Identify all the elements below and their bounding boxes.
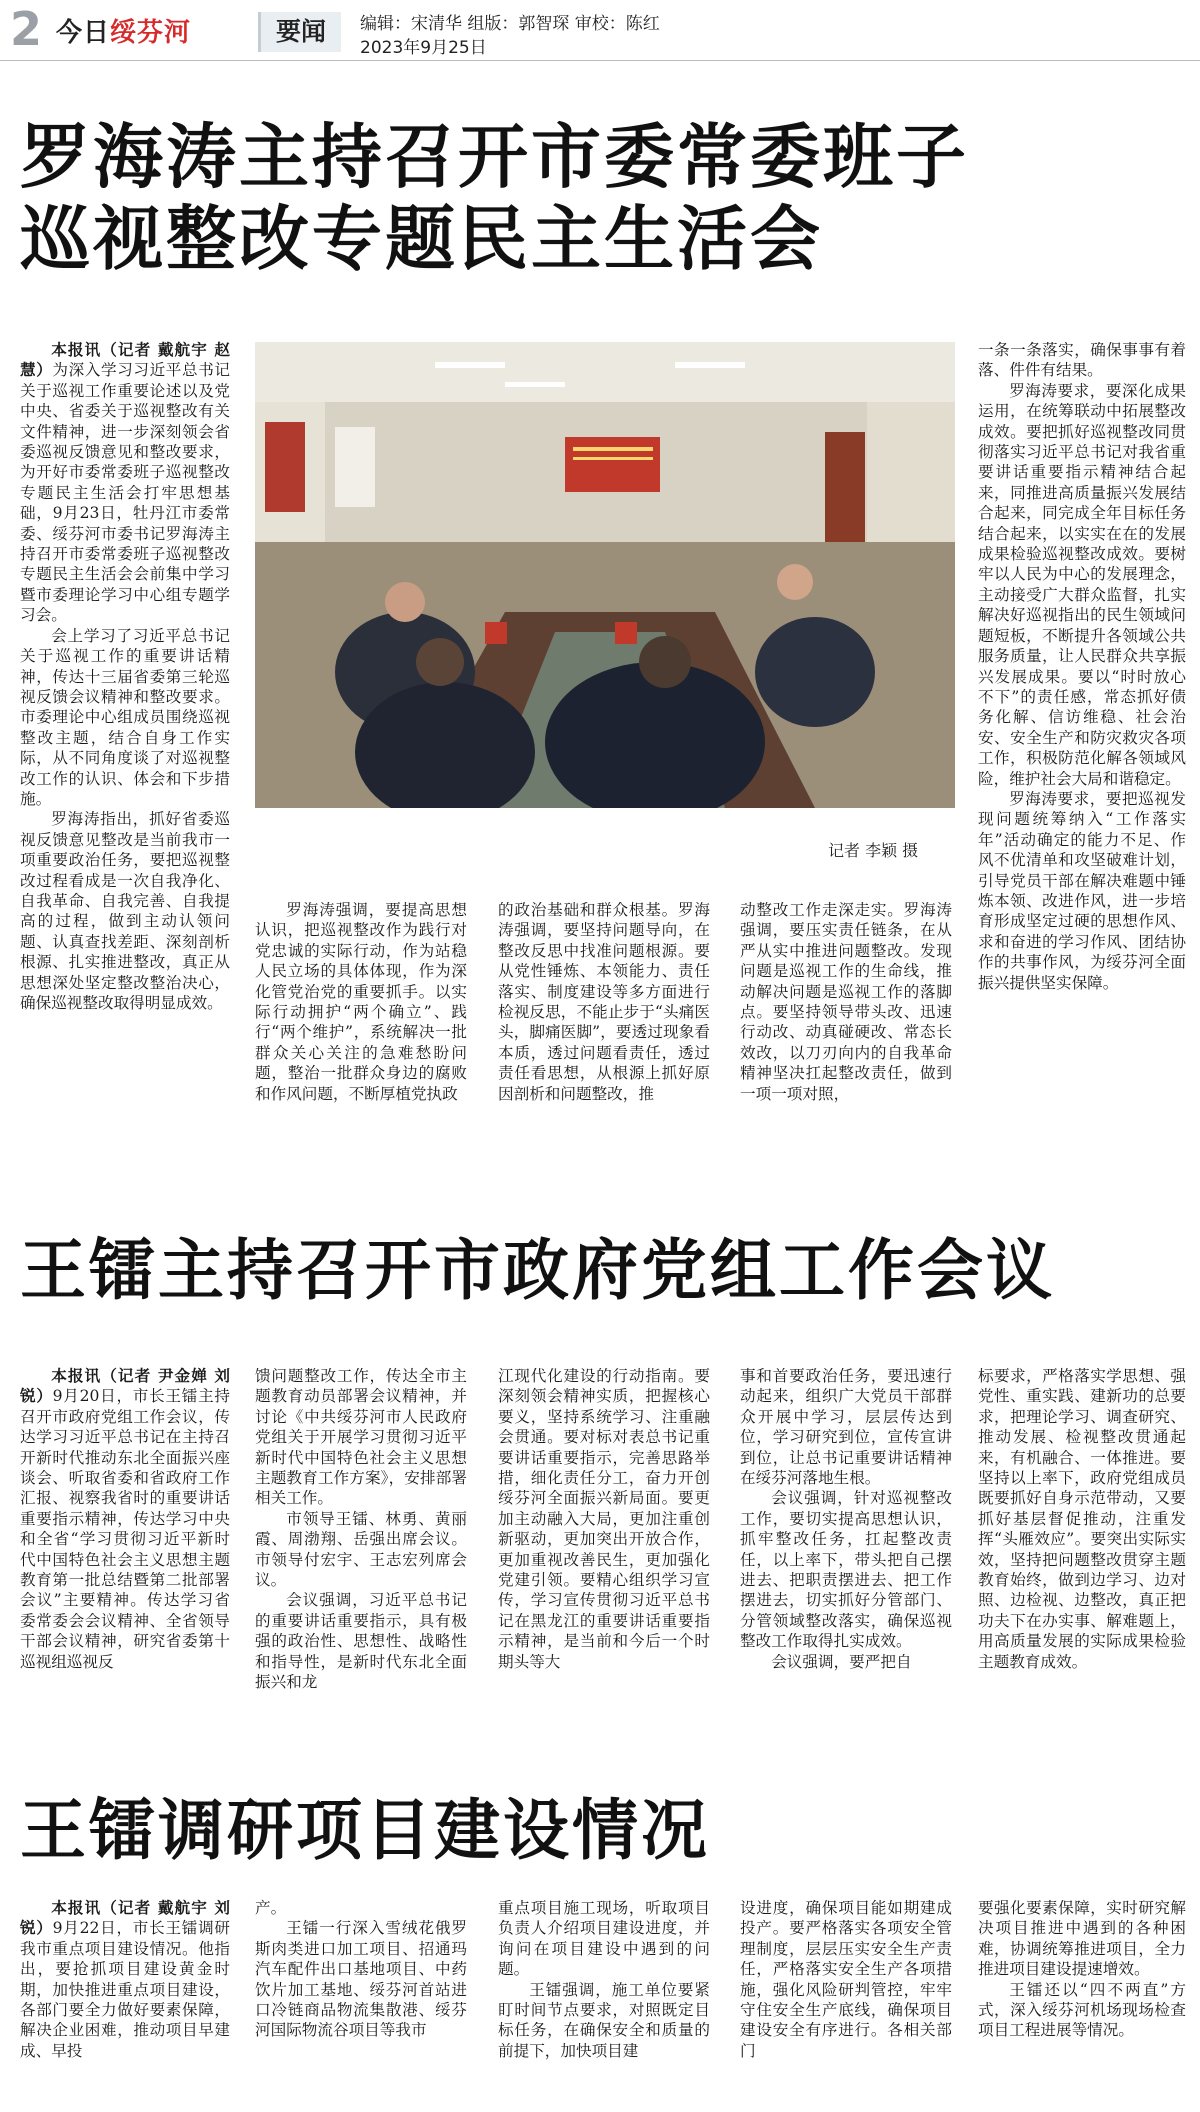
- article3-column-5: [978, 1898, 1186, 2110]
- article3-paragraph: 王镭强调，施工单位要紧盯时间节点要求，对照既定目标任务，在确保安全和质量的前提下，加快项目建: [498, 1980, 710, 2060]
- article2-headline: 王镭主持召开市政府党组工作会议: [20, 1232, 1055, 1309]
- article1-lead-text: 为深入学习习近平总书记关于巡视工作重要论述以及党中央、省委关于巡视整改有关文件精神，进一步深刻领会省委巡视反馈意见和整改要求，为开好市委常委班子巡视整改专题民主生活会打牢思想基础，9月23日，牡丹江市委常委、绥芬河市委书记罗海涛主持召开市委常委班子巡视整改专题民主生活会会前集中学习暨市委理论学习中心组专题学习会。: [20, 361, 230, 625]
- article2-column-5: 标要求，严格落实学思想、强党性、重实践、建新功的总要求，把理论学习、调查研究、推动发展、检视整改贯通起来，有机融合、一体推进。要坚持以上率下，政府党组成员既要抓好自身示范带动，又要抓好基层督促推动，注重发挥“头雁效应”。要突出实际实效，坚持把问题整改贯穿主题教育始终，做到边学习、边对照、边检视、边整改，真正把功夫下在办实事、解难题上，用高质量发展的实际成果检验主题教育成效。: [978, 1367, 1186, 1671]
- article2-paragraph: 会议强调，习近平总书记的重要讲话重要指示，具有极强的政治性、思想性、战略性和指导性，是新时代东北全面振兴和龙: [255, 1591, 467, 1692]
- article2-paragraph: 事和首要政治任务，要迅速行动起来，组织广大党员干部群众开展中学习，层层传达到位，学习研究到位，宣传宣讲到位，让总书记重要讲话精神在绥芬河落地生根。: [740, 1367, 952, 1488]
- article1-byline: 本报讯（记者 戴航宇 赵慧）: [20, 341, 230, 380]
- article1-column-4: 动整改工作走深走实。罗海涛强调，要压实责任链条，在从严从实中推进问题整改。发现问题是巡视工作的生命线，推动解决问题是巡视工作的落脚点。要坚持领导带头改、迅速行动改、动真碰硬改、常态长效改，以刀刃向内的自我革命精神坚决扛起整改责任，做到一项一项对照，: [740, 901, 952, 1103]
- logo-name: 绥芬河: [110, 18, 192, 48]
- article3-byline: 本报讯（记者 戴航宇 刘锐）: [20, 1899, 230, 1938]
- header-divider: [0, 60, 1200, 61]
- article2-column-1: [20, 1366, 230, 1726]
- article2-column-4: [740, 1366, 952, 1726]
- article1-paragraph: 会上学习了习近平总书记关于巡视工作的重要讲话精神，传达十三届省委第三轮巡视反馈会议精神和整改要求。市委理论中心组成员围绕巡视整改主题，结合自身工作实际，从不同角度谈了对巡视整改工作的认识、体会和下步措施。: [20, 626, 230, 808]
- article3-headline: 王镭调研项目建设情况: [20, 1792, 710, 1869]
- article1-column-2: 罗海涛强调，要提高思想认识，把巡视整改作为践行对党忠诚的实际行动，作为站稳人民立场的具体体现，作为深化管党治党的重要抓手。以实际行动拥护“两个确立”、践行“两个维护”，系统解决一批群众关心关注的急难愁盼问题，整治一批群众身边的腐败和作风问题，不断厚植党执政: [255, 901, 467, 1103]
- article3-column-2: [255, 1898, 467, 2110]
- article1-paragraph: 罗海涛要求，要把巡视发现问题统筹纳入“工作落实年”活动确定的能力不足、作风不优清单和攻坚破难计划，引导党员干部在解决难题中锤炼本领、改进作风，进一步培育形成坚定过硬的思想作风、求和奋进的学习作风、团结协作的共事作风，为绥芬河全面振兴提供坚实保障。: [978, 789, 1186, 992]
- article3-column-1: [20, 1898, 230, 2110]
- article1-headline-line2: 巡视整改专题民主生活会: [20, 198, 823, 280]
- editor-credits: 编辑：宋清华 组版：郭智琛 审校：陈红: [360, 14, 660, 34]
- page-number: 2: [10, 2, 43, 56]
- photo-credit: 记者 李颖 摄: [828, 841, 919, 860]
- article2-paragraph: 馈问题整改工作，传达全市主题教育动员部署会议精神，并讨论《中共绥芬河市人民政府党组关于开展学习贯彻习近平新时代中国特色社会主义思想主题教育工作方案》，安排部署相关工作。: [255, 1367, 467, 1508]
- article2-paragraph: 会议强调，针对巡视整改工作，要切实提高思想认识，抓牢整改任务，扛起整改责任，以上率下，带头把自己摆进去、把职责摆进去、把工作摆进去，切实抓好分管部门、分管领域整改落实，确保巡视整改工作取得扎实成效。: [740, 1489, 952, 1651]
- logo-prefix: 今日: [56, 18, 111, 48]
- article1-paragraph: 罗海涛指出，抓好省委巡视反馈意见整改是当前我市一项重要政治任务，要把巡视整改过程看成是一次自我净化、自我革命、自我完善、自我提高的过程，做到主动认领问题、认真查找差距、深刻剖析根源、扎实推进整改，真正从思想深处坚定整改整治决心，确保巡视整改取得明显成效。: [20, 810, 230, 1012]
- article3-paragraph: 产。: [255, 1899, 287, 1917]
- article1-column-3: 的政治基础和群众根基。罗海涛强调，要坚持问题导向，在整改反思中找准问题根源。要从党性锤炼、本领能力、责任落实、制度建设等多方面进行检视反思，不能止步于“头痛医头，脚痛医脚”，要透过现象看本质，透过问题看责任，透过责任看思想，从根源上抓好原因剖析和问题整改，推: [498, 901, 710, 1103]
- article3-paragraph: 重点项目施工现场，听取项目负责人介绍项目建设进度，并询问在项目建设中遇到的问题。: [498, 1899, 710, 1979]
- article3-paragraph: 王镭还以“四不两直”方式，深入绥芬河机场现场检查项目工程进展等情况。: [978, 1980, 1186, 2040]
- article1-headline-line1: 罗海涛主持召开市委常委班子: [20, 116, 969, 198]
- article2-paragraph: 会议强调，要严把自: [771, 1652, 912, 1671]
- article3-lead-text: 9月22日，市长王镭调研我市重点项目建设情况。他指出，要抢抓项目建设黄金时期，加快推进重点项目建设，各部门要全力做好要素保障，解决企业困难，推动项目早建成、早投: [20, 1919, 230, 2060]
- article1-column-5: [978, 340, 1186, 1170]
- article1-paragraph: 罗海涛要求，要深化成果运用，在统筹联动中拓展整改成效。要把抓好巡视整改同贯彻落实习近平总书记对我省重要讲话重要指示精神结合起来，同推进高质量振兴发展结合起来，同完成全年目标任务结合起来，以实实在在的发展成果检验巡视整改成效。要树牢以人民为中心的发展理念，主动接受广大群众监督，扎实解决好巡视指出的民生领域问题短板，不断提升各领域公共服务质量，让人民群众共享振兴发展成果。要以“时时放心不下”的责任感，常态抓好债务化解、信访维稳、社会治安、安全生产和防灾救灾各项工作，积极防范化解各领域风险，维护社会大局和谐稳定。: [978, 381, 1186, 788]
- issue-date: 2023年9月25日: [360, 38, 487, 58]
- article2-byline: 本报讯（记者 尹金婵 刘锐）: [20, 1367, 230, 1406]
- article2-paragraph: 市领导王镭、林勇、黄丽霞、周渤翔、岳强出席会议。市领导付宏宇、王志宏列席会议。: [255, 1509, 467, 1590]
- article3-column-3: [498, 1898, 710, 2110]
- meeting-photo-image: [255, 342, 955, 808]
- article2-lead-text: 9月20日，市长王镭主持召开市政府党组工作会议，传达学习习近平总书记在主持召开新时代推动东北全面振兴座谈会、听取省委和省政府工作汇报、视察我省时的重要讲话重要指示精神，传达学习中央和全省“学习贯彻习近平新时代中国特色社会主义思想主题教育第一批总结暨第二批部署会议”主要精神。传达学习省委常委会会议精神、全省领导干部会议精神，研究省委第十巡视组巡视反: [20, 1387, 230, 1671]
- article3-paragraph: 王镭一行深入雪绒花俄罗斯肉类进口加工项目、招通玛汽车配件出口基地项目、中药饮片加工基地、绥芬河首站进口冷链商品物流集散港、绥芬河国际物流谷项目等我市: [255, 1919, 467, 2040]
- article3-paragraph: 要强化要素保障，实时研究解决项目推进中遇到的各种困难，协调统筹推进项目，全力推进项目建设提速增效。: [978, 1899, 1186, 1979]
- article2-column-2: [255, 1366, 467, 1726]
- article1-column-1: [20, 340, 230, 1170]
- article2-column-3: 江现代化建设的行动指南。要深刻领会精神实质，把握核心要义，坚持系统学习、注重融会贯通。要对标对表总书记重要讲话重要指示，完善思路举措，细化责任分工，奋力开创绥芬河全面振兴新局面。要更加主动融入大局，更加注重创新驱动，更加突出开放合作，更加重视改善民生，更加强化党建引领。要精心组织学习宣传，学习宣传贯彻习近平总书记在黑龙江的重要讲话重要指示精神，是当前和今后一个时期头等大: [498, 1367, 710, 1671]
- meeting-photo: [255, 342, 955, 808]
- section-label: 要闻: [258, 12, 341, 52]
- article3-column-4: 设进度，确保项目能如期建成投产。要严格落实各项安全管理制度，层层压实安全生产责任，严格落实安全生产各项措施，强化风险研判管控，牢牢守住安全生产底线，确保项目建设安全有序进行。各相关部门: [740, 1899, 952, 2060]
- newspaper-logo: [56, 12, 191, 49]
- article1-paragraph: 一条一条落实，确保事事有着落、件件有结果。: [978, 341, 1186, 380]
